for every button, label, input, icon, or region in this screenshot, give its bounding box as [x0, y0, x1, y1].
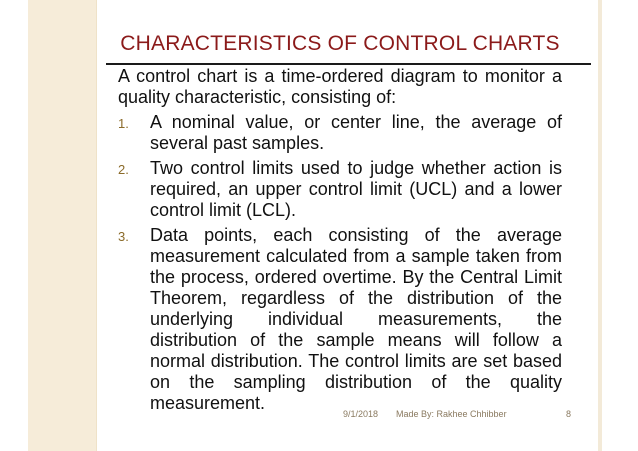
list-item-number: 2.	[118, 162, 129, 177]
intro-paragraph: A control chart is a time-ordered diagram to monitor a quality characteristic, consisting of:	[118, 66, 562, 107]
list-item-text: Two control limits used to judge whether action is required, an upper control limit (UCL) and a lower control limit (LCL).	[150, 158, 562, 220]
list-item	[118, 225, 562, 414]
list-item	[118, 112, 562, 154]
slide-title: CHARACTERISTICS OF CONTROL CHARTS	[120, 32, 560, 55]
list-item	[118, 158, 562, 221]
title-divider	[106, 63, 591, 65]
list-item-text: A nominal value, or center line, the average of several past samples.	[150, 112, 562, 153]
footer-credit: Made By: Rakhee Chhibber	[396, 409, 507, 419]
decorative-band	[28, 0, 97, 451]
decorative-edge	[598, 0, 602, 451]
list-item-number: 1.	[118, 116, 129, 131]
footer-page-number: 8	[566, 409, 572, 419]
footer-date: 9/1/2018	[343, 409, 379, 419]
slide-body	[118, 66, 562, 418]
list-item-text: Data points, each consisting of the average measurement calculated from a sample taken from the process, ordered overtime. By the Central Limit Theorem, regardless of the distribution of the underlying individual measurements, the distribution of the sample means will follow a normal distribution. The control limits are set based on the sampling distribution of the quality measurement.	[150, 225, 562, 413]
list-item-number: 3.	[118, 229, 129, 244]
